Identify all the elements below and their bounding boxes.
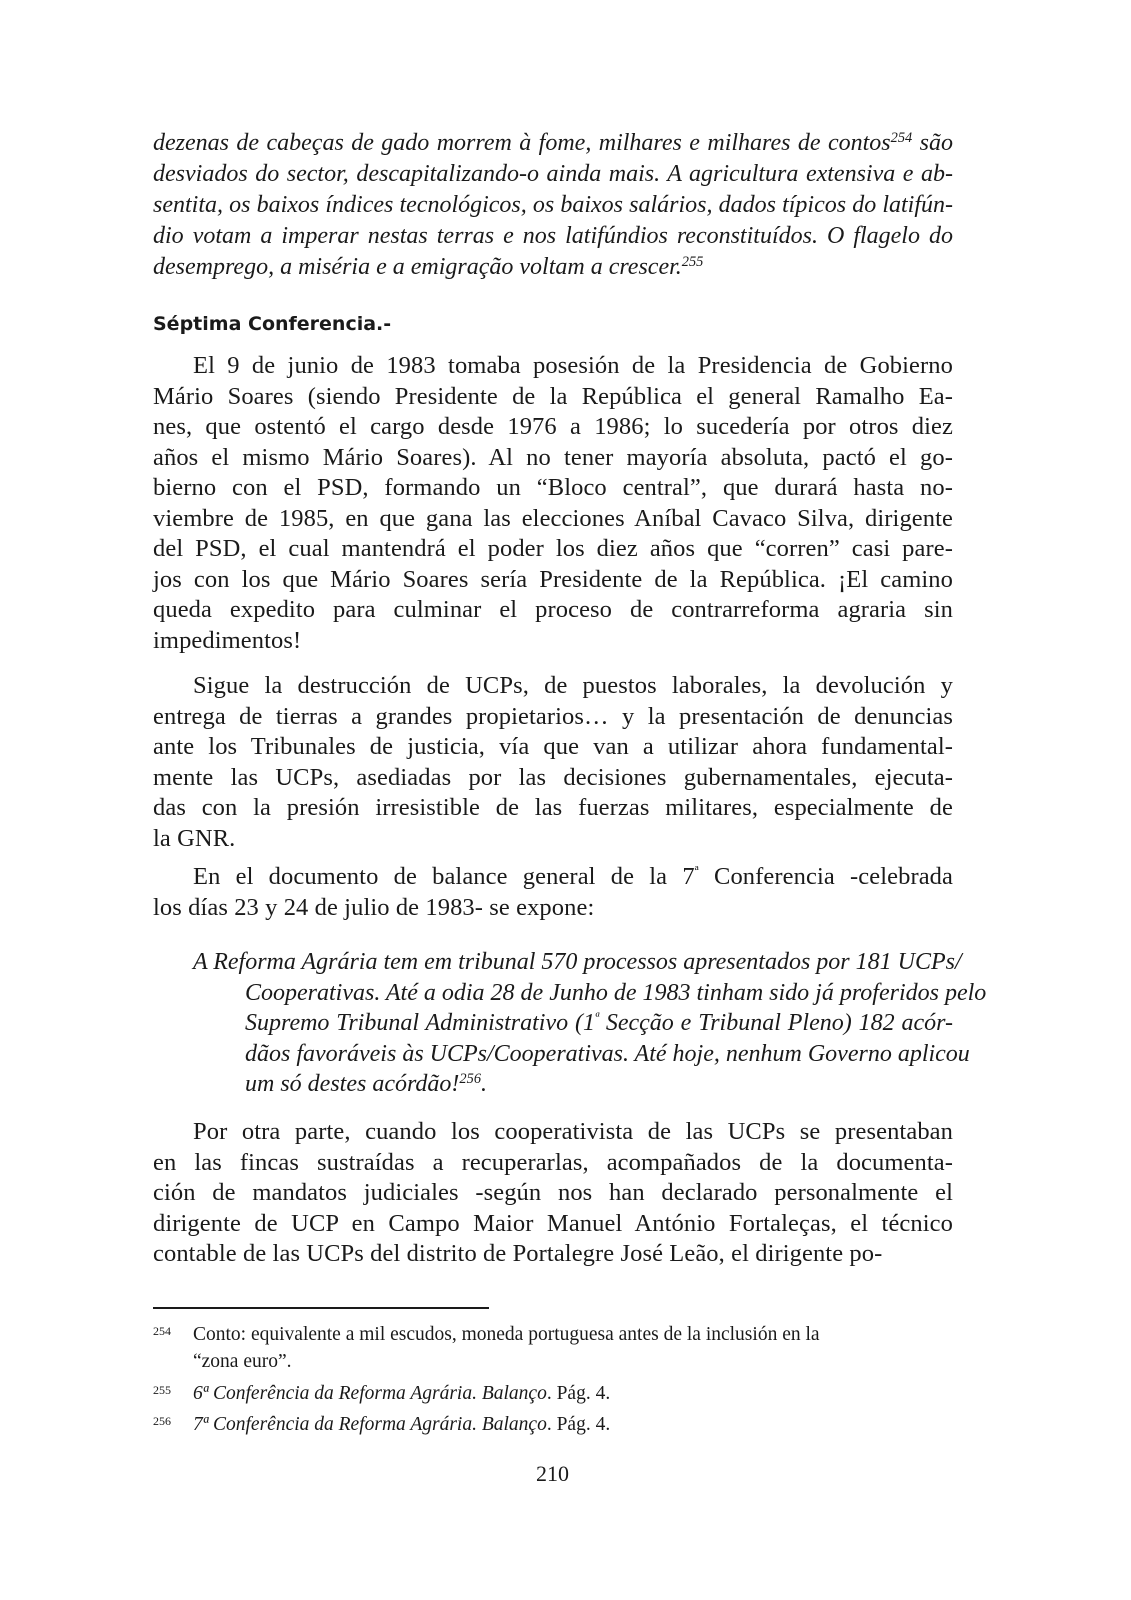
footnote-text [193,1412,610,1438]
text-line [153,128,953,158]
footnote-reference: 256 [459,1071,482,1088]
text-segment: Supremo Tribunal Administrativo (1 [245,1010,595,1036]
text-line: ante los Tribunales de justicia, vía que van a utilizar ahora fundamental- [153,733,953,760]
text-segment: dezenas de cabeças de gado morrem à fome, milhares e milhares de contos [153,130,891,156]
footnote-reference: 255 [681,254,704,271]
footnote-number: 254 [153,1324,171,1338]
text-line: entrega de tierras a grandes propietarios… y la presentación de denuncias [153,702,953,730]
source-title: 7ª Conferência da Reforma Agrária. Balanço [193,1414,547,1435]
text-line: impedimentos! [153,626,302,654]
text-line [193,862,953,892]
page-ref: . Pág. 4. [546,1414,611,1435]
text-line: queda expedito para culminar el proceso de contrarreforma agraria sin [153,596,953,623]
text-line: ción de mandatos judiciales -según nos han declarado personalmente el [153,1179,953,1206]
text-line: bierno con el PSD, formando un “Bloco central”, que durará hasta no- [153,474,953,501]
text-line: dãos favoráveis às UCPs/Cooperativas. Até hoje, nenhum Governo aplicou [245,1040,970,1067]
text-line: viembre de 1985, en que gana las elecciones Aníbal Cavaco Silva, dirigente [153,504,953,532]
footnote-reference: 254 [890,130,913,147]
text-segment: desemprego, a miséria e a emigração voltam a crescer. [153,254,682,280]
text-line: contable de las UCPs del distrito de Portalegre José Leão, el dirigente po- [153,1240,883,1267]
text-line: Cooperativas. Até a odia 28 de Junho de 1983 tinham sido já proferidos pelo [245,979,987,1006]
text-line [245,1008,953,1038]
text-line: jos con los que Mário Soares sería Presidente de la República. ¡El camino [153,565,953,593]
section-heading: Séptima Conferencia.- [153,313,392,335]
text-line: Sigue la destrucción de UCPs, de puestos laborales, la devolución y [193,672,953,699]
text-line: dirigente de UCP en Campo Maior Manuel António Fortaleças, el técnico [153,1209,953,1237]
text-line: del PSD, el cual mantendrá el poder los diez años que “corren” casi pare- [153,535,953,562]
text-line: A Reforma Agrária tem em tribunal 570 processos apresentados por 181 UCPs/ [193,949,962,975]
text-line: los días 23 y 24 de julio de 1983- se expone: [153,893,595,921]
text-line: sentita, os baixos índices tecnológicos, os baixos salários, dados típicos do latifún- [153,192,953,218]
footnote-text [193,1381,610,1407]
page-ref: . Pág. 4. [546,1383,611,1404]
footnote-text: Conto: equivalente a mil escudos, moneda portuguesa antes de la inclusión en la [193,1324,820,1345]
text-line: desviados do sector, descapitalizando-o ainda mais. A agricultura extensiva e ab- [153,161,953,187]
text-line: Por otra parte, cuando los cooperativista de las UCPs se presentaban [193,1118,953,1145]
text-segment: Secção e Tribunal Pleno) 182 acór- [598,1010,953,1036]
footnote-reference: ª [694,863,699,880]
text-line: dio votam a imperar nestas terras e nos latifúndios reconstituídos. O flagelo do [153,223,953,249]
text-line [245,1069,953,1099]
footnote-number: 255 [153,1383,171,1397]
text-segment: Conferencia -celebrada [698,863,953,890]
footnote-number: 256 [153,1414,171,1428]
text-line: El 9 de junio de 1983 tomaba posesión de la Presidencia de Gobierno [193,352,953,379]
text-line [153,252,953,282]
footnote-reference: ª [594,1010,599,1027]
text-segment: um só destes acórdão! [245,1071,460,1097]
text-segment: En el documento de balance general de la 7 [193,863,695,890]
footnote-text: “zona euro”. [193,1351,292,1372]
source-title: 6ª Conferência da Reforma Agrária. Balanço [193,1383,547,1404]
text-line: das con la presión irresistible de las fuerzas militares, especialmente de [153,794,953,821]
footnote-divider [153,1307,489,1309]
text-line: mente las UCPs, asediadas por las decisiones gubernamentales, ejecuta- [153,763,953,791]
text-line: nes, que ostentó el cargo desde 1976 a 1986; lo sucedería por otros diez [153,413,953,440]
text-segment: são [912,130,953,156]
text-segment: . [481,1071,488,1097]
text-line: en las fincas sustraídas a recuperarlas, acompañados de la documenta- [153,1148,953,1176]
text-line: Mário Soares (siendo Presidente de la República el general Ramalho Ea- [153,382,953,410]
text-line: años el mismo Mário Soares). Al no tener mayoría absoluta, pactó el go- [153,443,953,471]
page-number: 210 [536,1461,569,1486]
text-line: la GNR. [153,824,236,852]
